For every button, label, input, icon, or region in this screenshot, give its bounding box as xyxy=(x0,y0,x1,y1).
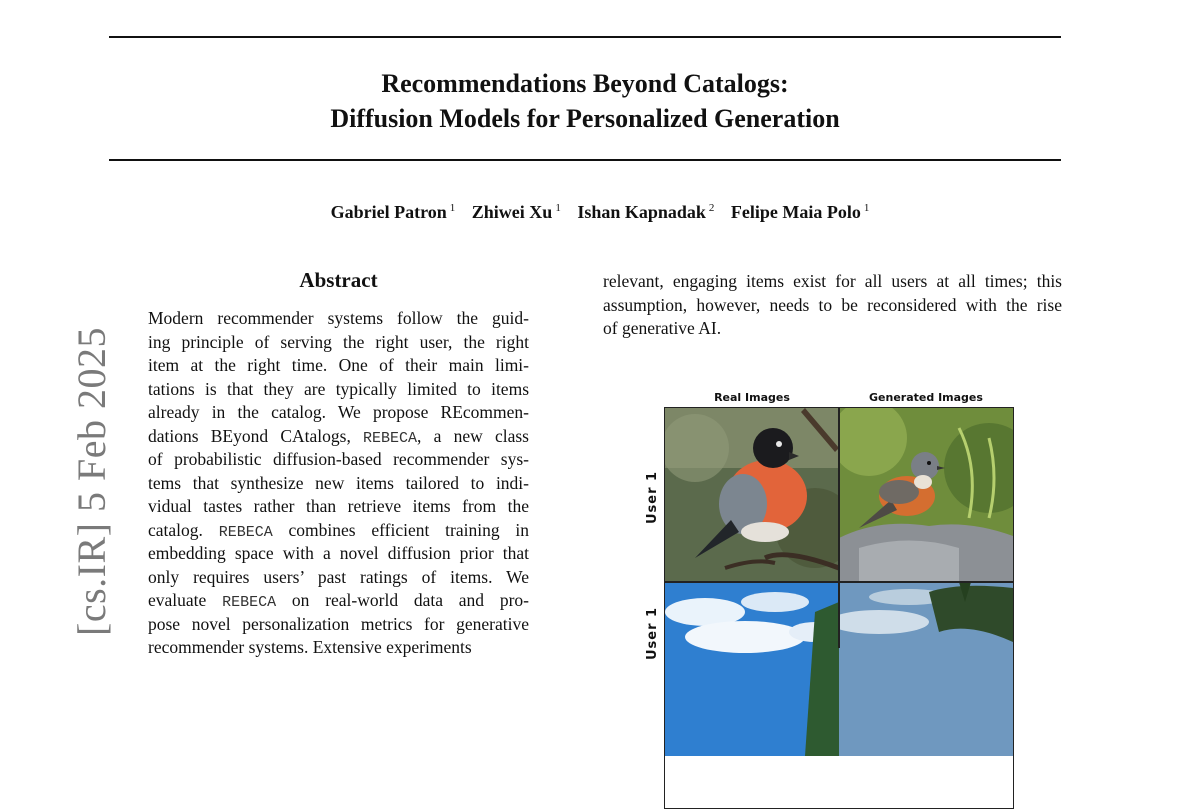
author-name: Zhiwei Xu xyxy=(471,202,553,222)
body-text-line: assumption, however, needs to be reconsidered with the rise xyxy=(603,294,1062,315)
author-affiliation: 1 xyxy=(555,202,561,214)
abstract-line xyxy=(148,519,529,545)
author-name: Felipe Maia Polo xyxy=(730,202,861,222)
author-name: Ishan Kapnadak xyxy=(577,202,706,222)
abstract-text: dations BEyond CAtalogs, xyxy=(148,425,364,446)
figure-grid-divider xyxy=(665,581,1013,583)
abstract-text: tems that synthesize new items tailored to indi- xyxy=(148,472,529,493)
author xyxy=(577,202,714,222)
generated-image-sky xyxy=(839,582,1013,756)
abstract-text: of probabilistic diffusion-based recommender sys- xyxy=(148,449,529,469)
abstract-line xyxy=(148,542,529,566)
author-name: Gabriel Patron xyxy=(330,202,447,222)
real-image-sky xyxy=(665,582,839,756)
abstract-text: Modern recommender systems follow the guid- xyxy=(148,308,529,328)
abstract-text: recommender systems. Extensive experiments xyxy=(148,637,472,657)
paper-title-line-2: Diffusion Models for Personalized Generation xyxy=(330,104,840,133)
body-text-line: of generative AI. xyxy=(603,318,722,338)
abstract-text: vidual tastes rather than retrieve items from the xyxy=(148,496,529,516)
abstract-line xyxy=(148,354,529,378)
figure-column-label-generated: Generated Images xyxy=(869,391,983,404)
arxiv-stamp: [cs.IR] 5 Feb 2025 xyxy=(69,327,114,636)
abstract-text: item at the right time. One of their main limi- xyxy=(148,355,529,375)
abstract-line xyxy=(148,331,529,355)
abstract-text: embedding space with a novel diffusion prior that xyxy=(148,543,529,563)
abstract-text: catalog. xyxy=(148,519,219,540)
abstract-line xyxy=(148,495,529,519)
paper-title-line-1: Recommendations Beyond Catalogs: xyxy=(381,69,789,98)
author-affiliation: 1 xyxy=(449,202,456,214)
figure-grid-divider xyxy=(838,408,840,648)
abstract-text: on real-world data and pro- xyxy=(276,590,530,610)
figure-row-label: User 1 xyxy=(645,606,660,660)
abstract-text: evaluate xyxy=(148,590,223,610)
author-affiliation: 2 xyxy=(708,202,715,214)
body-text-line: relevant, engaging items exist for all users at all times; this xyxy=(603,271,1062,291)
abstract-heading: Abstract xyxy=(299,268,378,292)
abstract-line xyxy=(148,401,529,425)
abstract-text: pose novel personalization metrics for generative xyxy=(148,613,529,634)
abstract-text: , a new class xyxy=(417,425,529,446)
method-name: REBECA xyxy=(363,429,418,447)
author xyxy=(731,202,869,222)
figure-column-label-real: Real Images xyxy=(714,391,790,404)
abstract-text: ing principle of serving the right user, the right xyxy=(148,331,529,352)
abstract-text: combines efficient training in xyxy=(272,519,529,540)
abstract-text: already in the catalog. We propose REcommen- xyxy=(148,402,529,422)
title-rule-bottom xyxy=(109,159,1061,161)
author xyxy=(472,202,561,222)
method-name: REBECA xyxy=(218,523,273,541)
abstract-line xyxy=(148,566,529,590)
abstract-line xyxy=(148,613,529,637)
abstract-text: tations is that they are typically limited to items xyxy=(148,378,529,399)
abstract-line xyxy=(148,448,529,472)
method-name: REBECA xyxy=(222,594,277,611)
abstract-line xyxy=(148,425,529,451)
abstract-line xyxy=(148,589,529,615)
title-rule-top xyxy=(109,36,1061,38)
abstract-line xyxy=(148,378,529,402)
real-image-bullfinch xyxy=(665,408,839,582)
figure-row-label: User 1 xyxy=(645,470,660,524)
author-list xyxy=(0,202,1200,223)
generated-image-bird xyxy=(839,408,1013,582)
abstract-line xyxy=(148,472,529,496)
author xyxy=(331,202,456,222)
abstract-line xyxy=(148,307,529,331)
abstract-text: only requires users’ past ratings of items. We xyxy=(148,566,529,587)
author-affiliation: 1 xyxy=(863,202,870,214)
